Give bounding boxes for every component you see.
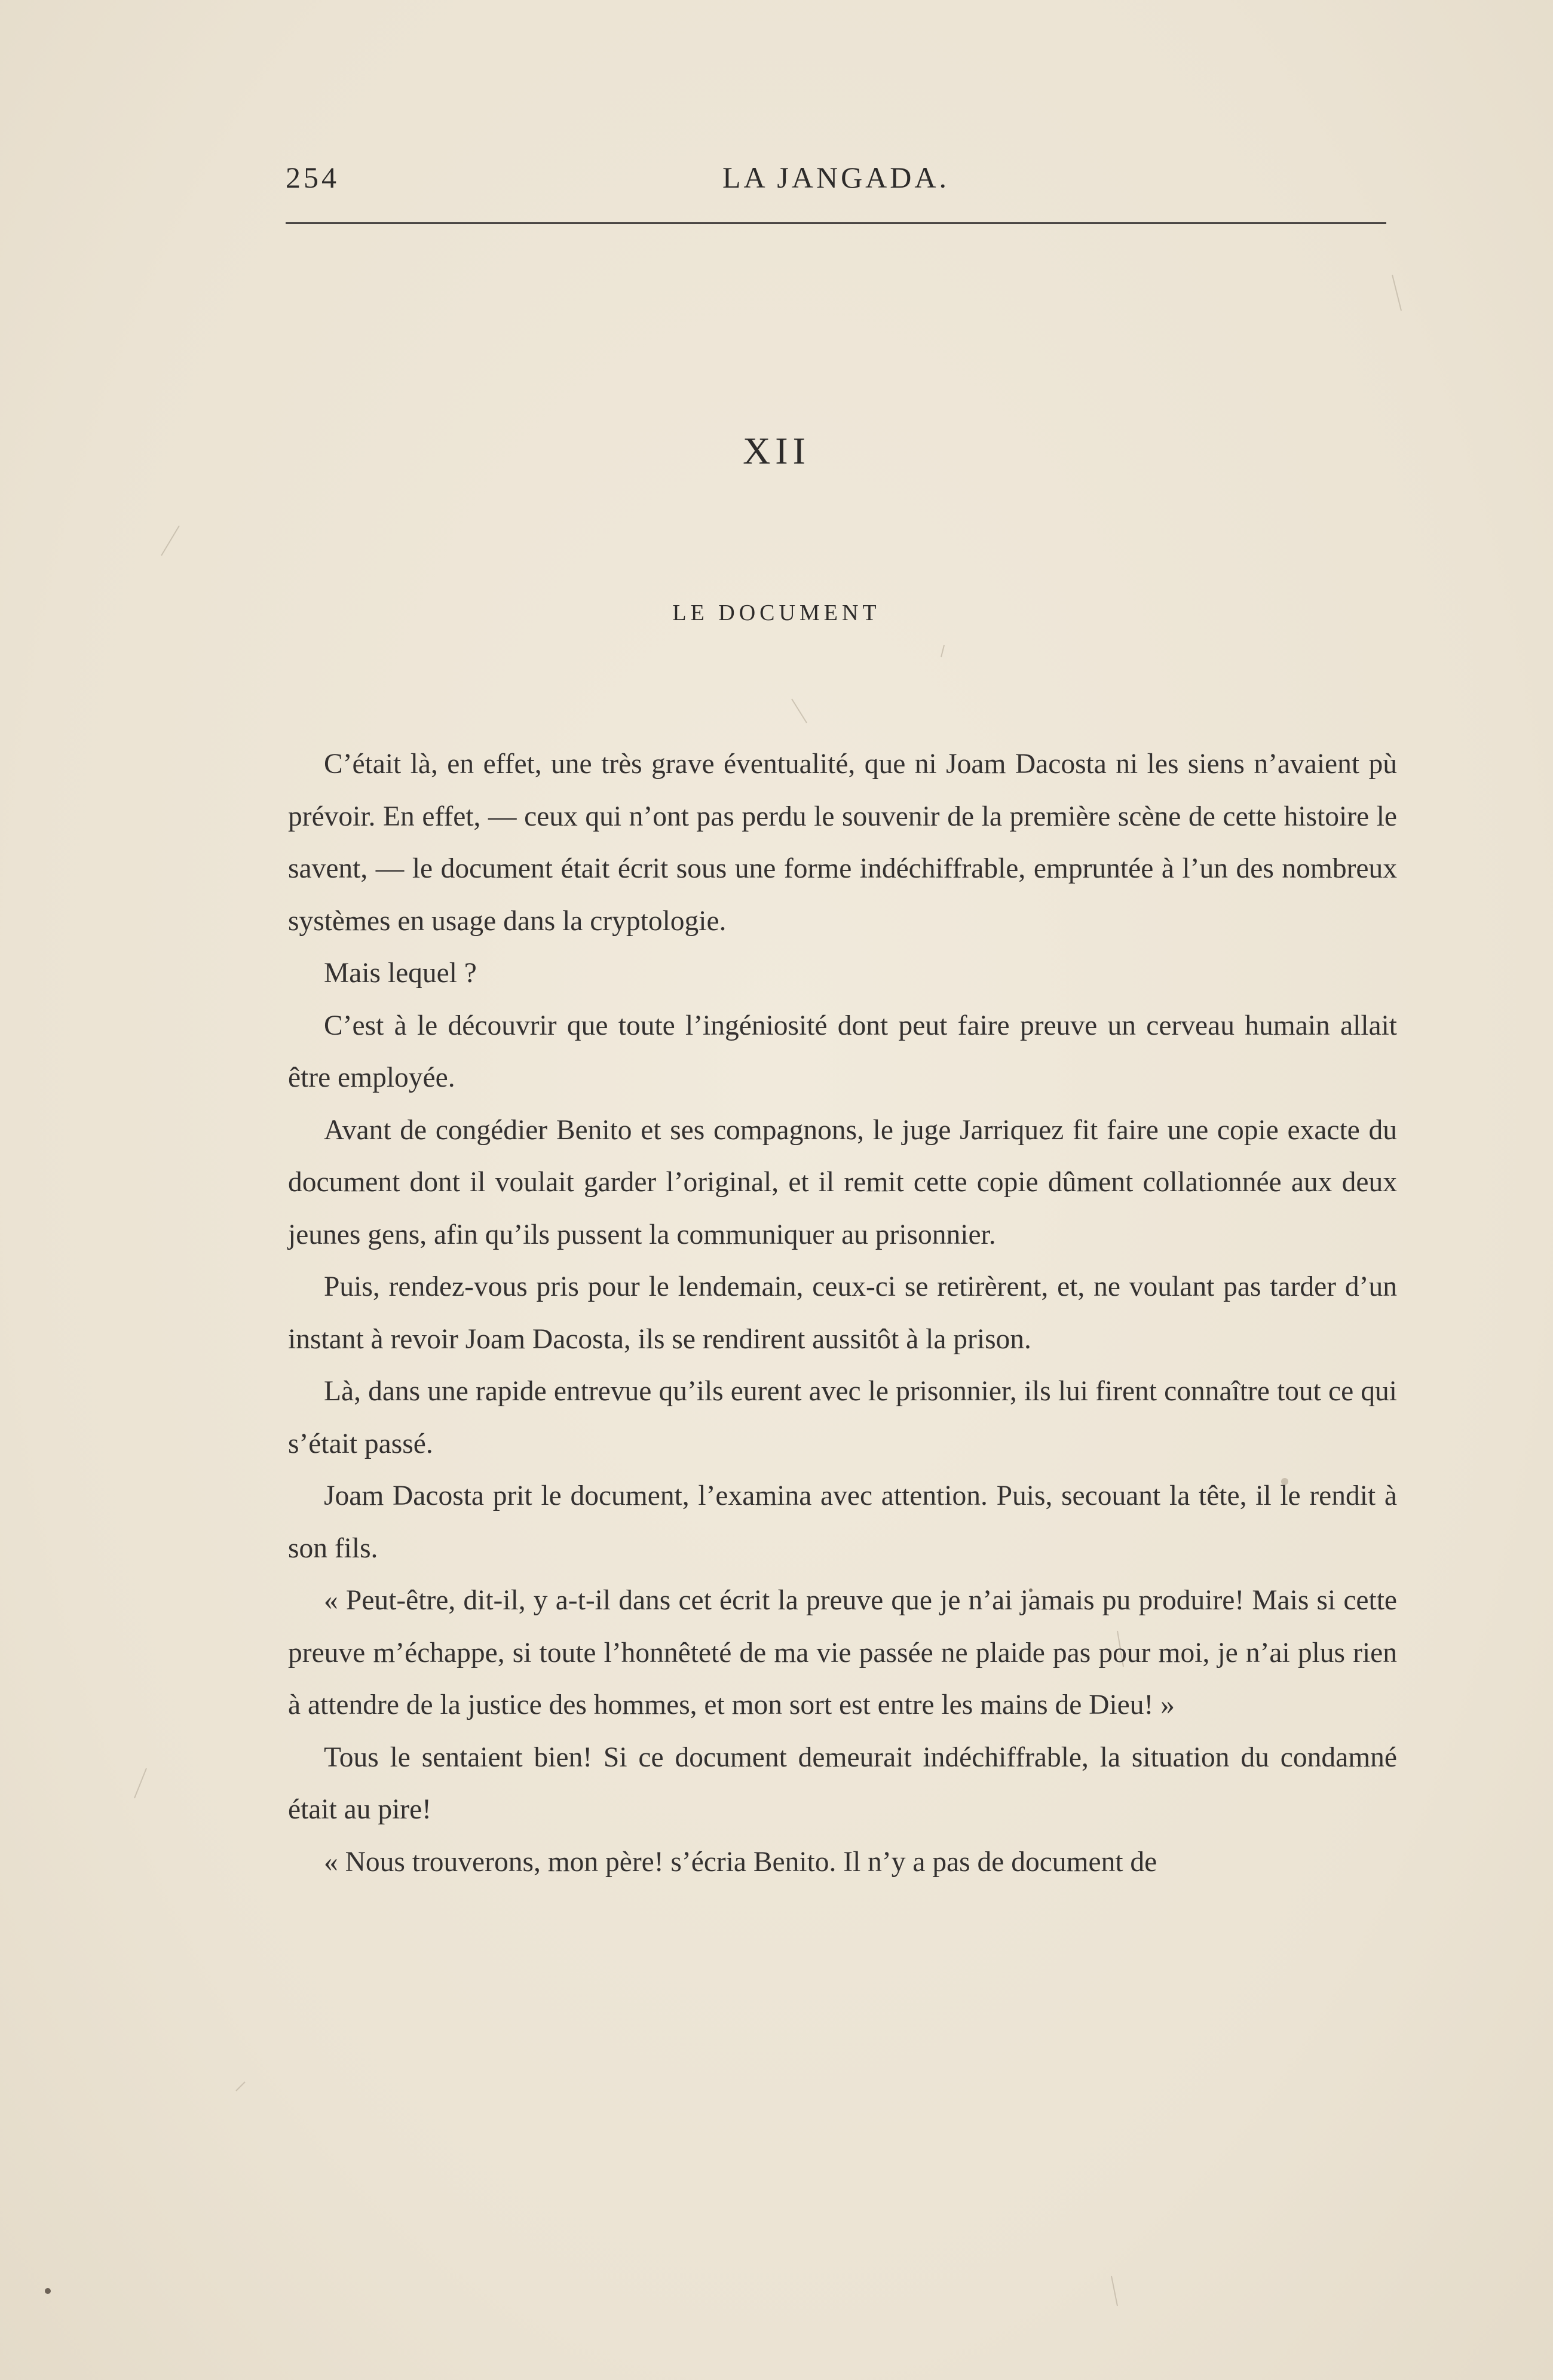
paragraph: « Peut-être, dit-il, y a-t-il dans cet écrit la preuve que je n’ai jamais pu produire! Mais si cette preuve m’échappe, si toute l’honnêteté de ma vie passée ne plaide pas pour moi, je n’ai plus rien à attendre de la justice des hommes, et mon sort est entre les mains de Dieu! » bbox=[288, 1585, 1397, 1720]
paragraph: C’est à le découvrir que toute l’ingéniosité dont peut faire preuve un cerveau humain allait être employée. bbox=[288, 1010, 1397, 1093]
body-text bbox=[288, 738, 1397, 1888]
chapter-title: LE DOCUMENT bbox=[672, 600, 881, 625]
paragraph: Avant de congédier Benito et ses compagnons, le juge Jarriquez fit faire une copie exacte du document dont il voulait garder l’original, et il remit cette copie dûment collationnée aux deux jeunes gens, afin qu’ils pussent la communiquer au prisonnier. bbox=[288, 1114, 1397, 1250]
paragraph: Là, dans une rapide entrevue qu’ils eurent avec le prisonnier, ils lui firent connaître tout ce qui s’était passé. bbox=[288, 1376, 1397, 1459]
paragraph: C’était là, en effet, une très grave éventualité, que ni Joam Dacosta ni les siens n’avaient pù prévoir. En effet, — ceux qui n’ont pas perdu le souvenir de la première scène de cette histoire le savent, — le document était écrit sous une forme indéchiffrable, empruntée à l’un des nombreux systèmes en usage dans la cryptologie. bbox=[288, 749, 1397, 937]
header-rule bbox=[286, 222, 1386, 224]
chapter-number: XII bbox=[743, 430, 810, 472]
page-number: 254 bbox=[286, 161, 339, 194]
paragraph: Tous le sentaient bien! Si ce document demeurait indéchiffrable, la situation du condamné était au pire! bbox=[288, 1741, 1397, 1825]
paragraph: Joam Dacosta prit le document, l’examina avec attention. Puis, secouant la tête, il le rendit à son fils. bbox=[288, 1480, 1397, 1564]
running-header bbox=[286, 160, 1386, 196]
paragraph: « Nous trouverons, mon père! s’écria Benito. Il n’y a pas de document de bbox=[324, 1846, 1157, 1878]
paragraph: Puis, rendez-vous pris pour le lendemain, ceux-ci se retirèrent, et, ne voulant pas tarder d’un instant à revoir Joam Dacosta, ils se rendirent aussitôt à la prison. bbox=[288, 1271, 1397, 1355]
running-title: LA JANGADA. bbox=[722, 161, 949, 194]
paragraph: Mais lequel ? bbox=[324, 958, 477, 989]
